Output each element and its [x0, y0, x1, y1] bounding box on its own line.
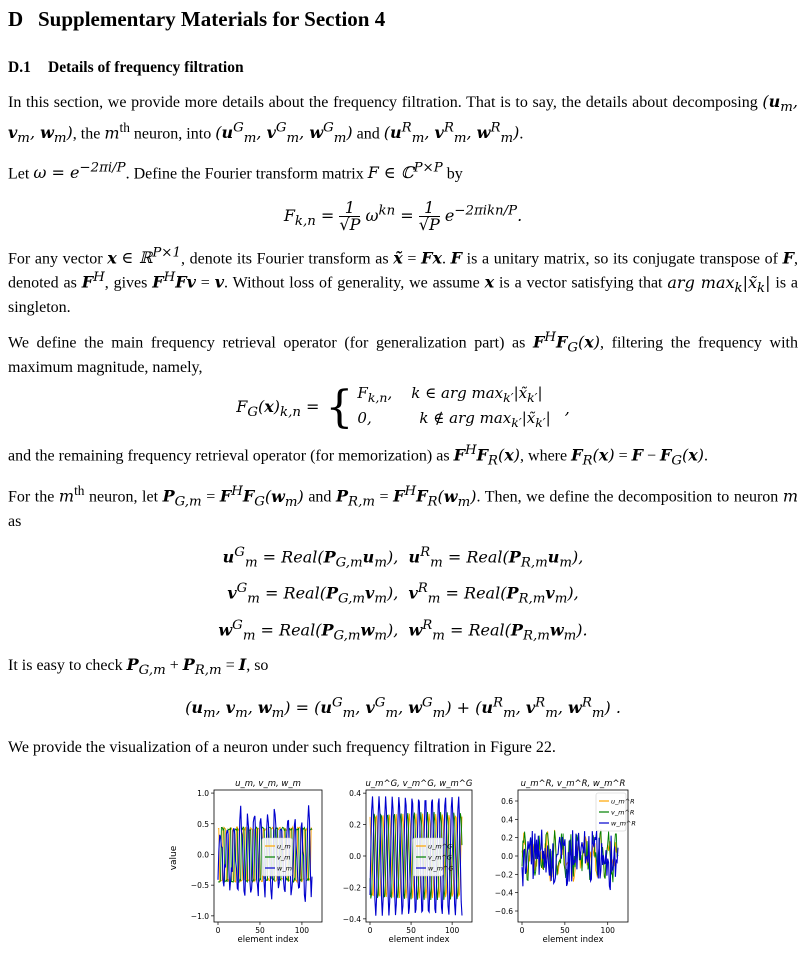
figure-xlabel: element index [237, 935, 299, 945]
legend-label-w: w_m [277, 864, 292, 873]
equation-sum: ($u_m$, $v_m$, $w_m) = (u^G_m$, $v^G_m$, $w^G_m) + (u^R_m$, $v^R_m$, $w^R_m$) . [185, 696, 621, 722]
ytick-label: 0.2 [501, 833, 513, 843]
equation-fourier: $F_{k,n}$ = $\frac{1}{√P}$ $\omega^{kn}$ = $\frac{1}{√P}$ $e^{-2\pi ikn/P}$. [283, 197, 523, 234]
paragraph-1: In this section, we provide more details about the frequency filtration. That is to say, the details about decomposing ($u_m$, $v_m$, $w_m$), the $m^{th}$ neuron, into ($u^G_m$, $v^G_m$, $w^G_m$) and ($u^R_m$, $v^R_m$, $w^R_m$). [8, 92, 798, 147]
xtick-label: 100 [444, 926, 460, 935]
xtick-label: 0 [519, 926, 525, 935]
paragraph-2: Let $\omega = e^{-2\pi i/P}$. Define the Fourier transform matrix F ∈ ℂ$^{P\times P}$ by [8, 160, 463, 183]
ytick-label: 0.0 [197, 850, 209, 860]
ytick-label: −0.5 [190, 881, 209, 891]
ytick-label: 0.0 [501, 852, 513, 861]
xtick-label: 50 [406, 926, 416, 935]
subsection-heading [8, 58, 798, 78]
panel-title: u_m^R, v_m^R, w_m^R [520, 779, 626, 789]
subsection-number: D.1 [8, 59, 31, 76]
figure-panel-1 [191, 779, 322, 945]
equation-decomposition: $u^G_m$ = $Real(P_{G,m}u_m)$, $u^R_m$ = $Real(P_{R,m}u_m)$, $v^G_m$ = $Real(P_{G,m}v_m)$, $v^R_m$ = $Real(P_{R,m}v_m)$, $w^G_m$ = $Real(P_{G,m}w_m)$, $w^R_m$ = $Real(P_{R,m}w_m)$. [218, 544, 588, 644]
xtick-label: 0 [367, 926, 373, 935]
ytick-label: −1.0 [190, 911, 209, 921]
ytick-label: −0.2 [342, 883, 361, 893]
paragraph-7: It is easy to check $P_{G,m} + P_{R,m} = I$, so [8, 655, 269, 679]
paragraph-3: For any vector x ∈ ℝ$^{P\times 1}$, denote its Fourier transform as x̃ = Fx. F is a unitary matrix, so its conjugate transpose of F, denoted as $F^H$, gives $F^HFv = v$. Without loss of generality, we assume x is a vector satisfying that arg $\max_k|x̃_k|$ is a singleton. [8, 245, 799, 317]
section-heading [8, 6, 798, 32]
ytick-label: 0.4 [349, 789, 361, 799]
ytick-label: 1.0 [197, 789, 209, 799]
equation-fg: $F_G(x)_{k,n}$ = { $F_{k,n}$, k ∈ arg $\max_{k'}|x̃_{k'}|$ 0, k ∉ arg $\max_{k'}|x̃_{k'}|$ , [236, 382, 570, 434]
ytick-label: −0.4 [494, 888, 513, 898]
paragraph-8: We provide the visualization of a neuron under such frequency filtration in Figure 22. [8, 738, 556, 756]
figure-22 [166, 770, 636, 945]
section-number: D [8, 7, 24, 31]
legend-label-u: u_m [277, 842, 291, 851]
subsection-title: Details of frequency filtration [48, 59, 244, 76]
legend-label-v: v_m^R [611, 808, 635, 817]
xtick-label: 50 [560, 926, 570, 935]
legend-label-w: w_m^G [428, 864, 454, 873]
xtick-label: 50 [255, 926, 265, 935]
panel-title: u_m^G, v_m^G, w_m^G [365, 779, 473, 789]
paragraph-4: We define the main frequency retrieval operator (for generalization part) as $F^HF_G(x)$, filtering the frequency with maximum magnitude, namely, [8, 329, 798, 376]
xtick-label: 100 [294, 926, 310, 935]
paragraph-5: and the remaining frequency retrieval operator (for memorization) as $F^HF_R(x)$, where $F_R(x) = F - F_G(x)$. [8, 443, 709, 469]
legend-label-u: u_m^R [611, 797, 635, 806]
legend-label-v: v_m^G [428, 853, 452, 862]
figure-panel-2 [343, 779, 473, 945]
figure-xlabel: element index [388, 935, 450, 945]
ytick-label: 0.4 [501, 815, 513, 825]
xtick-label: 100 [600, 926, 615, 935]
ytick-label: 0.0 [349, 852, 361, 861]
xtick-label: 0 [215, 926, 221, 935]
legend-label-v: v_m [277, 853, 291, 862]
paragraph-6: For the $m^{th}$ neuron, let $P_{G,m} = F^HF_G(w_m)$ and $P_{R,m} = F^HF_R(w_m)$. Then, we define the decomposition to neuron m as [8, 483, 799, 531]
figure-panel-3 [495, 779, 636, 945]
legend-label-u: u_m^G [428, 842, 453, 851]
section-title: Supplementary Materials for Section 4 [38, 7, 386, 31]
ytick-label: 0.6 [501, 797, 513, 806]
ytick-label: −0.2 [494, 870, 513, 880]
figure-ylabel: value [169, 845, 179, 871]
paper-page [8, 0, 798, 757]
figure-xlabel: element index [542, 935, 604, 945]
legend-label-w: w_m^R [611, 819, 636, 828]
ytick-label: 0.5 [197, 819, 209, 829]
ytick-label: −0.6 [494, 907, 513, 916]
ytick-label: 0.2 [349, 820, 361, 830]
panel-title: u_m, v_m, w_m [235, 779, 301, 789]
ytick-label: −0.4 [342, 914, 361, 924]
